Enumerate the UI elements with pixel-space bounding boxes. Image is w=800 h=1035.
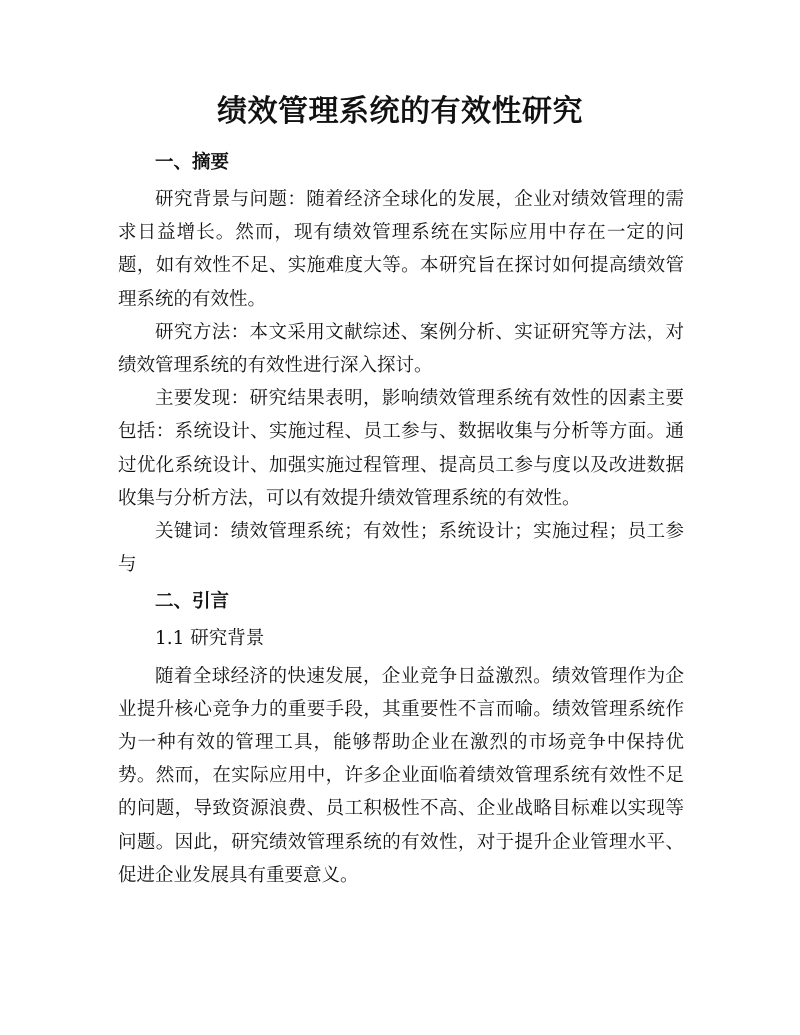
abstract-keywords: 关键词：绩效管理系统；有效性；系统设计；实施过程；员工参与 [118,521,684,576]
document-title: 绩效管理系统的有效性研究 [217,94,583,129]
abstract-paragraph-background: 研究背景与问题：随着经济全球化的发展，企业对绩效管理的需求日益增长。然而，现有绩效管理系统在实际应用中存在一定的问题，如有效性不足、实施难度大等。本研究旨在探讨如何提高绩效管理系统的有效性。 [118,189,684,310]
abstract-paragraph-method: 研究方法：本文采用文献综述、案例分析、实证研究等方法，对绩效管理系统的有效性进行深入探讨。 [118,321,684,377]
subsection-heading-background: 1.1 研究背景 [155,628,265,650]
abstract-paragraph-findings: 主要发现：研究结果表明，影响绩效管理系统有效性的因素主要包括：系统设计、实施过程、员工参与、数据收集与分析等方面。通过优化系统设计、加强实施过程管理、提高员工参与度以及改进数据收集与分析方法，可以有效提升绩效管理系统的有效性。 [118,388,684,509]
section-heading-intro: 二、引言 [155,591,230,613]
section-heading-abstract: 一、摘要 [155,152,230,173]
intro-paragraph-background: 随着全球经济的快速发展，企业竞争日益激烈。绩效管理作为企业提升核心竞争力的重要手段，其重要性不言而喻。绩效管理系统作为一种有效的管理工具，能够帮助企业在激烈的市场竞争中保持优势。然而，在实际应用中，许多企业面临着绩效管理系统有效性不足的问题，导致资源浪费、员工积极性不高、企业战略目标难以实现等问题。因此，研究绩效管理系统的有效性，对于提升企业管理水平、促进企业发展具有重要意义。 [118,665,684,886]
document-body [118,146,684,892]
